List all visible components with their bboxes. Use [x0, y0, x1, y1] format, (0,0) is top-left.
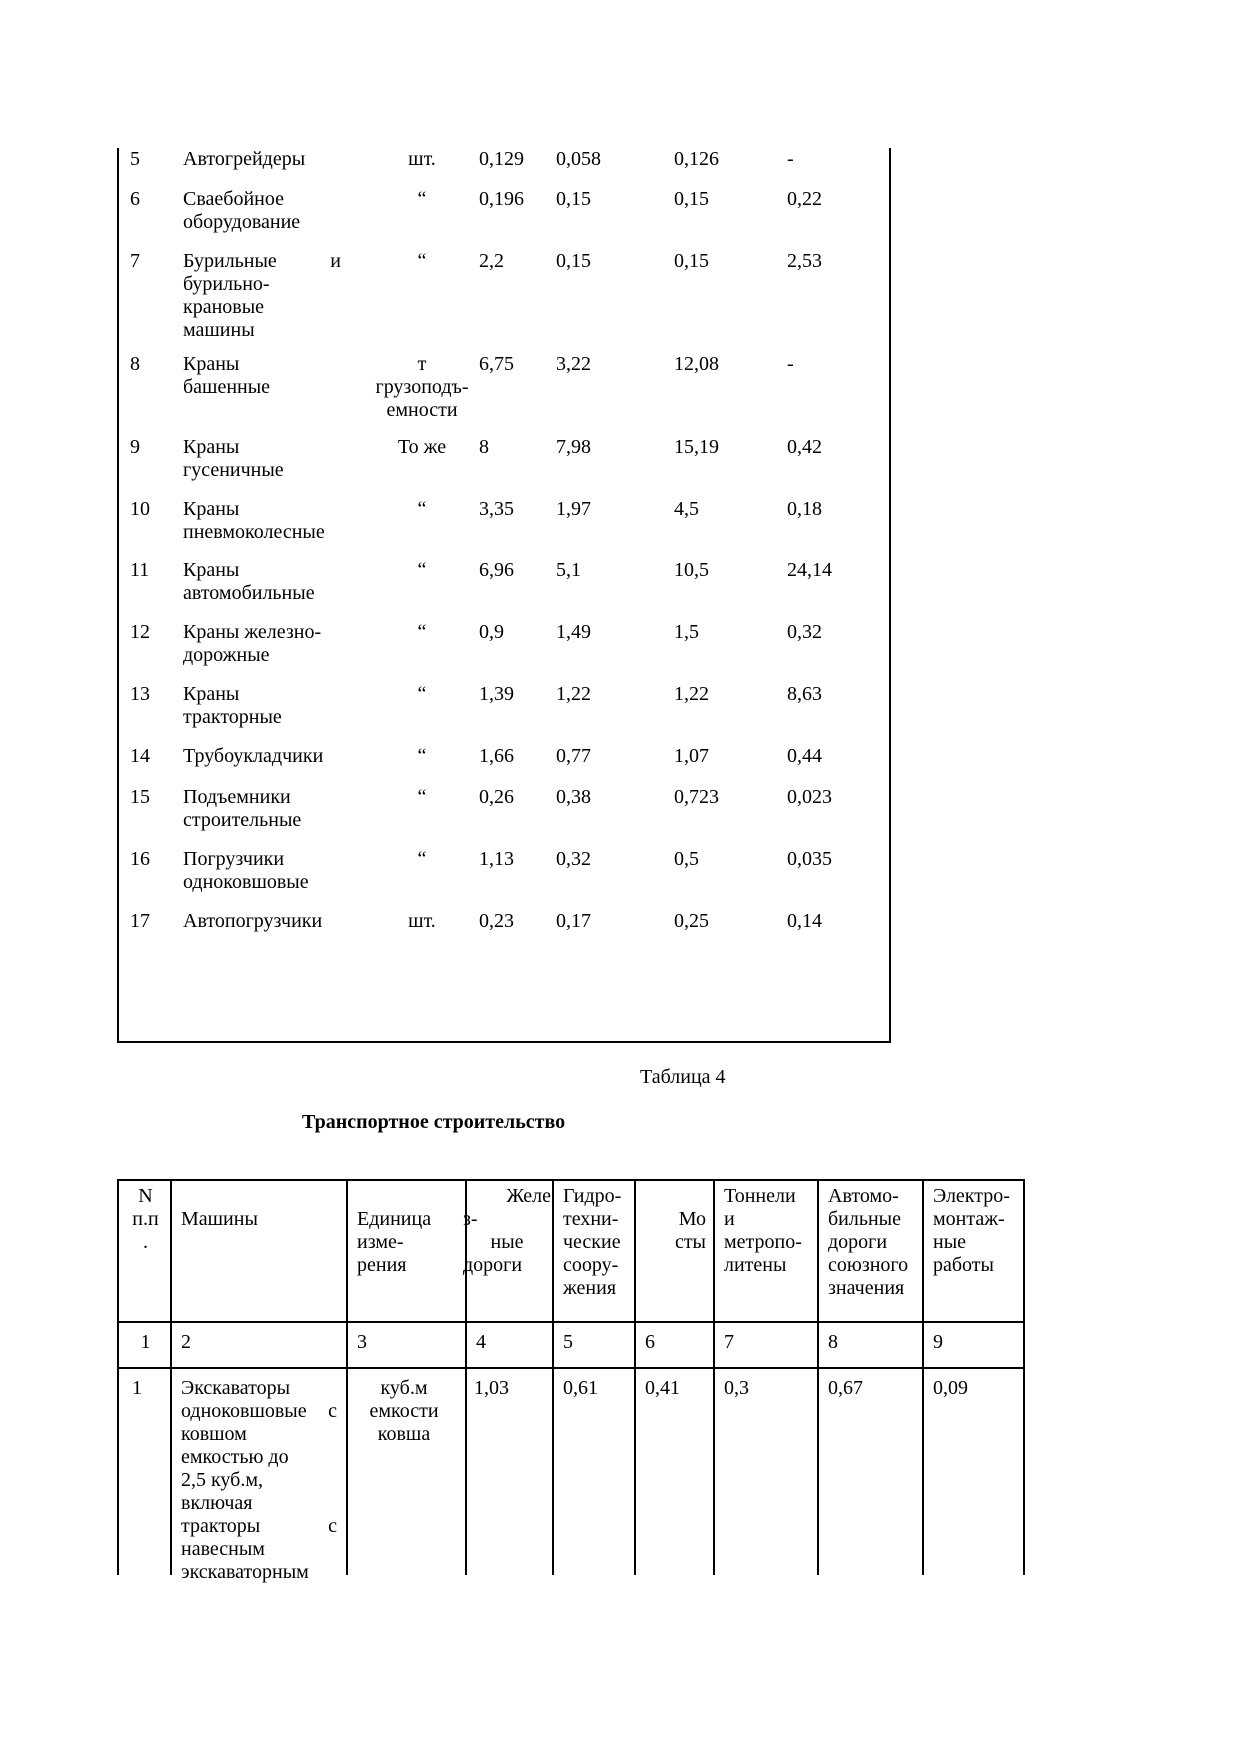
- header-line: соору-: [563, 1254, 619, 1276]
- column-header: [463, 1185, 551, 1277]
- header-line: Электро-: [933, 1185, 1010, 1207]
- machine-name-line: строительные: [183, 809, 302, 831]
- machine-name-line: Экскаваторы: [181, 1377, 291, 1399]
- value-cell: 1,07: [674, 745, 709, 767]
- header-line: сты: [674, 1231, 706, 1253]
- machine-name-line: [183, 250, 341, 273]
- column-rule: [817, 1181, 819, 1575]
- value-cell: 2,2: [479, 250, 504, 272]
- machine-name-line: экскаваторным: [181, 1561, 309, 1583]
- value-cell: 0,42: [787, 436, 822, 458]
- unit-line: То же: [397, 436, 447, 458]
- row-number: 9: [130, 436, 140, 458]
- header-line: Единица: [357, 1208, 432, 1230]
- value-cell: 0,15: [556, 250, 591, 272]
- value-cell: 0,058: [556, 148, 601, 170]
- row-number: 7: [130, 250, 140, 272]
- unit-line: куб.м: [380, 1377, 428, 1399]
- row-number: 12: [130, 621, 150, 643]
- value-cell: 0,61: [563, 1377, 598, 1399]
- value-cell: 4,5: [674, 498, 699, 520]
- value-cell: 1,97: [556, 498, 591, 520]
- value-cell: 3,22: [556, 353, 591, 375]
- value-cell: 0,035: [787, 848, 832, 870]
- column-header: [828, 1185, 920, 1300]
- value-cell: 6,75: [479, 353, 514, 375]
- row-number: 5: [130, 148, 140, 170]
- header-line: работы: [933, 1254, 994, 1276]
- column-header: [636, 1208, 706, 1254]
- machine-name-line: [181, 1515, 337, 1538]
- value-cell: 0,67: [828, 1377, 863, 1399]
- machine-name-word: одноковшовые: [181, 1400, 307, 1422]
- machine-name-line: емкостью до: [181, 1446, 289, 1468]
- header-line: Автомо-: [828, 1185, 899, 1207]
- column-rule: [922, 1181, 924, 1575]
- unit-line: ковша: [377, 1423, 431, 1445]
- value-cell: 0,15: [674, 188, 709, 210]
- header-line: союзного: [828, 1254, 909, 1276]
- column-rule: [552, 1181, 554, 1575]
- row-number: 14: [130, 745, 150, 767]
- value-cell: 0,15: [556, 188, 591, 210]
- value-cell: 6,96: [479, 559, 514, 581]
- unit-line: емности: [386, 399, 458, 421]
- machine-name-line: включая: [181, 1492, 253, 1514]
- header-line: ные: [490, 1231, 524, 1253]
- header-line: бильные: [828, 1208, 901, 1230]
- machine-name: [183, 436, 341, 482]
- unit-line: “: [417, 188, 427, 210]
- column-index: 7: [724, 1331, 734, 1353]
- header-line: литены: [724, 1254, 787, 1276]
- unit-line: “: [417, 621, 427, 643]
- value-cell: -: [787, 148, 794, 170]
- header-line: техни-: [563, 1208, 619, 1230]
- value-cell: 8,63: [787, 683, 822, 705]
- column-header: [357, 1208, 461, 1277]
- machine-name-word: с: [328, 1400, 337, 1422]
- header-line: з-: [463, 1208, 478, 1230]
- machine-name-line: Краны: [183, 498, 240, 520]
- header-line: рения: [357, 1254, 407, 1276]
- machine-name: [183, 250, 341, 342]
- machine-name: [181, 1377, 337, 1584]
- value-cell: 3,35: [479, 498, 514, 520]
- machine-name-line: Сваебойное: [183, 188, 284, 210]
- value-cell: 0,9: [479, 621, 504, 643]
- column-index: 2: [181, 1331, 191, 1353]
- machine-name-line: автомобильные: [183, 582, 315, 604]
- machine-name-line: башенные: [183, 376, 271, 398]
- machine-name-line: ковшом: [181, 1423, 247, 1445]
- header-line: монтаж-: [933, 1208, 1005, 1230]
- column-rule: [713, 1181, 715, 1575]
- value-cell: 5,1: [556, 559, 581, 581]
- machine-name-line: Подъемники: [183, 786, 291, 808]
- value-cell: 0,23: [479, 910, 514, 932]
- value-cell: 0,023: [787, 786, 832, 808]
- header-line: Мо: [678, 1208, 706, 1230]
- value-cell: 1,22: [556, 683, 591, 705]
- column-rule: [346, 1181, 348, 1575]
- value-cell: 1,39: [479, 683, 514, 705]
- value-cell: 0,25: [674, 910, 709, 932]
- value-cell: 0,129: [479, 148, 524, 170]
- table-title: Транспортное строительство: [302, 1111, 566, 1133]
- value-cell: 0,18: [787, 498, 822, 520]
- transport-construction-table: [117, 1179, 1025, 1583]
- value-cell: 0,44: [787, 745, 822, 767]
- machine-name: [183, 786, 341, 832]
- machine-name: [183, 683, 341, 729]
- unit-line: шт.: [408, 910, 436, 932]
- row-number: 13: [130, 683, 150, 705]
- value-cell: 15,19: [674, 436, 719, 458]
- value-cell: 0,5: [674, 848, 699, 870]
- machine-name-line: [181, 1400, 337, 1423]
- value-cell: 0,09: [933, 1377, 968, 1399]
- row-number: 10: [130, 498, 150, 520]
- machine-name-line: Автопогрузчики: [183, 910, 323, 932]
- column-header: [933, 1185, 1025, 1277]
- unit-line: “: [417, 848, 427, 870]
- column-index: 6: [645, 1331, 655, 1353]
- header-line: метропо-: [724, 1231, 802, 1253]
- column-index: 3: [357, 1331, 367, 1353]
- machine-name: [183, 188, 341, 234]
- value-cell: 7,98: [556, 436, 591, 458]
- header-line: N: [138, 1185, 153, 1207]
- machine-name-line: пневмоколесные: [183, 521, 325, 543]
- row-number: 1: [132, 1377, 142, 1399]
- header-line: дороги: [828, 1231, 888, 1253]
- value-cell: 0,77: [556, 745, 591, 767]
- row-number: 15: [130, 786, 150, 808]
- column-index: 9: [933, 1331, 943, 1353]
- value-cell: 1,5: [674, 621, 699, 643]
- machine-name: [183, 745, 341, 768]
- unit-line: шт.: [408, 148, 436, 170]
- machine-name: [183, 621, 341, 667]
- column-rule: [170, 1181, 172, 1575]
- table-number-caption: Таблица 4: [640, 1066, 726, 1088]
- machine-name-word: Бурильные: [183, 250, 277, 272]
- header-line: ческие: [563, 1231, 621, 1253]
- unit-line: “: [417, 745, 427, 767]
- value-cell: 24,14: [787, 559, 832, 581]
- value-cell: 0,14: [787, 910, 822, 932]
- machine-name-line: бурильно-: [183, 273, 270, 295]
- unit-of-measure: [349, 1377, 459, 1446]
- row-rule: [119, 1367, 1023, 1369]
- value-cell: 0,17: [556, 910, 591, 932]
- machine-name: [183, 353, 341, 399]
- machine-name-word: и: [330, 250, 341, 272]
- column-index: 4: [476, 1331, 486, 1353]
- column-index: 8: [828, 1331, 838, 1353]
- value-cell: 0,26: [479, 786, 514, 808]
- column-index: 5: [563, 1331, 573, 1353]
- machine-name-line: навесным: [181, 1538, 265, 1560]
- header-line: Машины: [181, 1208, 258, 1230]
- value-cell: 1,03: [474, 1377, 509, 1399]
- machine-name-word: с: [328, 1515, 337, 1537]
- unit-line: грузоподъ-: [375, 376, 469, 398]
- header-line: п.п: [132, 1208, 159, 1230]
- machine-name-line: тракторные: [183, 706, 282, 728]
- row-number: 16: [130, 848, 150, 870]
- row-number: 17: [130, 910, 150, 932]
- value-cell: 10,5: [674, 559, 709, 581]
- value-cell: 2,53: [787, 250, 822, 272]
- unit-line: “: [417, 498, 427, 520]
- row-number: 11: [130, 559, 150, 581]
- machine-name: [183, 910, 341, 933]
- column-index: 1: [140, 1331, 151, 1353]
- value-cell: 0,22: [787, 188, 822, 210]
- machine-name-line: оборудование: [183, 211, 301, 233]
- machine-name-line: Погрузчики: [183, 848, 285, 870]
- value-cell: 0,32: [556, 848, 591, 870]
- column-header: [724, 1185, 816, 1277]
- machine-name-line: Автогрейдеры: [183, 148, 306, 170]
- value-cell: 0,3: [724, 1377, 749, 1399]
- row-number: 6: [130, 188, 140, 210]
- row-rule: [119, 1321, 1023, 1323]
- header-line: изме-: [357, 1231, 404, 1253]
- column-header: [181, 1208, 341, 1231]
- machine-name-line: дорожные: [183, 644, 270, 666]
- value-cell: 0,32: [787, 621, 822, 643]
- unit-line: “: [417, 559, 427, 581]
- value-cell: 1,22: [674, 683, 709, 705]
- machine-name: [183, 148, 341, 171]
- machine-name: [183, 848, 341, 894]
- machine-name-line: одноковшовые: [183, 871, 309, 893]
- value-cell: 12,08: [674, 353, 719, 375]
- machine-name-line: Краны: [183, 683, 240, 705]
- value-cell: 0,15: [674, 250, 709, 272]
- unit-line: “: [417, 250, 427, 272]
- machine-name-line: Краны железно-: [183, 621, 322, 643]
- machine-name-line: Трубоукладчики: [183, 745, 324, 767]
- value-cell: 8: [479, 436, 489, 458]
- header-line: Гидро-: [563, 1185, 622, 1207]
- value-cell: 0,723: [674, 786, 719, 808]
- machine-name-line: крановые: [183, 296, 265, 318]
- header-line: ные: [933, 1231, 967, 1253]
- value-cell: 1,66: [479, 745, 514, 767]
- unit-line: “: [417, 683, 427, 705]
- machine-name-word: тракторы: [181, 1515, 261, 1537]
- header-line: Желе: [506, 1185, 551, 1207]
- machine-name-line: Краны: [183, 436, 240, 458]
- machine-name-line: машины: [183, 319, 255, 341]
- value-cell: 0,196: [479, 188, 524, 210]
- header-line: и: [724, 1208, 735, 1230]
- machine-name-line: Краны: [183, 559, 240, 581]
- column-header: [563, 1185, 633, 1300]
- row-number: 8: [130, 353, 140, 375]
- value-cell: 1,13: [479, 848, 514, 870]
- machine-name-line: гусеничные: [183, 459, 284, 481]
- machine-name-line: 2,5 куб.м,: [181, 1469, 264, 1491]
- value-cell: 0,126: [674, 148, 719, 170]
- header-line: значения: [828, 1277, 905, 1299]
- unit-line: “: [417, 786, 427, 808]
- machine-name: [183, 559, 341, 605]
- value-cell: 1,49: [556, 621, 591, 643]
- unit-line: емкости: [369, 1400, 439, 1422]
- header-line: Тоннели: [724, 1185, 796, 1207]
- equipment-table-continuation: [117, 148, 891, 1043]
- machine-name-line: Краны: [183, 353, 240, 375]
- machine-name: [183, 498, 341, 544]
- header-line: жения: [563, 1277, 617, 1299]
- value-cell: 0,41: [645, 1377, 680, 1399]
- column-header: [121, 1185, 170, 1254]
- header-line: .: [143, 1231, 148, 1253]
- value-cell: 0,38: [556, 786, 591, 808]
- value-cell: -: [787, 353, 794, 375]
- header-line: дороги: [463, 1254, 523, 1276]
- unit-line: т: [417, 353, 427, 375]
